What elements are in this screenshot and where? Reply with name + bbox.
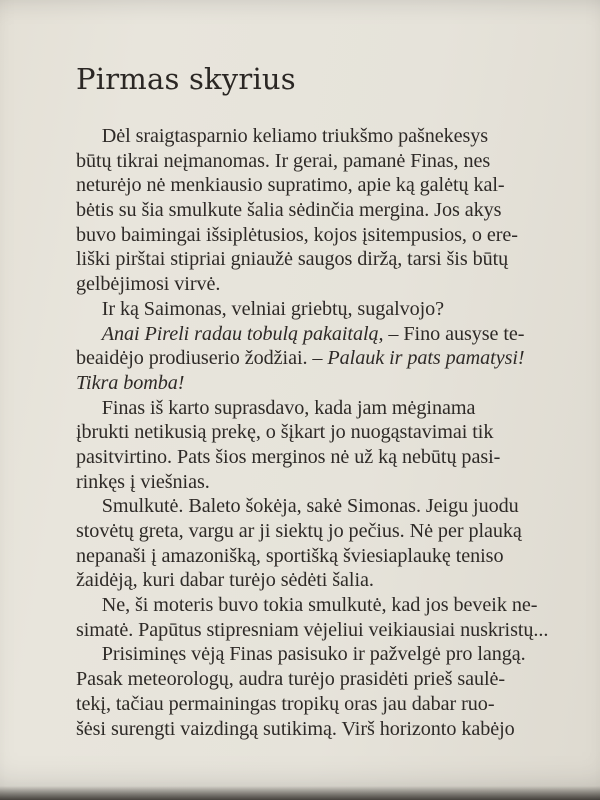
text-line	[76, 568, 596, 593]
text-segment: neturėjo nė menkiausio supratimo, apie ką galėtų kal-	[76, 174, 505, 197]
text-segment: šėsi surengti vaizdingą sutikimą. Virš horizonto kabėjo	[76, 717, 515, 740]
text-segment: buvo baimingai išsiplėtusios, kojos įsitempusios, o ere-	[76, 223, 518, 246]
text-segment: rinkęs į viešnias.	[76, 470, 210, 493]
text-segment: beaidėjo prodiuserio žodžiai. –	[76, 347, 328, 370]
text-segment: – Fino ausyse te-	[383, 322, 525, 345]
text-line	[76, 173, 596, 198]
text-segment: liški pirštai stipriai gniaužė saugos diržą, tarsi šis būtų	[76, 248, 509, 271]
text-segment: gelbėjimosi virvė.	[76, 273, 221, 296]
text-line	[76, 223, 596, 248]
chapter-title: Pirmas skyrius	[76, 62, 296, 96]
italic-text-segment: Tikra bomba!	[76, 371, 185, 394]
text-line	[76, 642, 596, 667]
text-segment: bėtis su šia smulkute šalia sėdinčia mergina. Jos akys	[76, 199, 502, 222]
text-line	[76, 272, 596, 297]
text-segment: pasitvirtino. Pats šios merginos nė už ką nebūtų pasi-	[76, 445, 501, 468]
italic-text-segment: Anai Pireli radau tobulą pakaitalą,	[101, 322, 384, 345]
text-line	[76, 149, 596, 174]
text-segment: Pasak meteorologų, audra turėjo prasidėti prieš saulė-	[76, 668, 506, 691]
text-line	[76, 322, 596, 347]
text-line	[76, 371, 596, 396]
text-line	[76, 519, 596, 544]
text-line	[76, 544, 596, 569]
text-line	[76, 445, 596, 470]
text-line	[76, 198, 596, 223]
text-line	[76, 346, 596, 371]
text-line	[76, 494, 596, 519]
text-line	[76, 593, 596, 618]
text-line	[76, 470, 596, 495]
text-line	[76, 692, 596, 717]
text-segment: Finas iš karto suprasdavo, kada jam mėginama	[101, 396, 476, 419]
page-edge-shadow	[0, 786, 600, 800]
text-line	[76, 717, 596, 742]
chapter-body-text	[76, 124, 600, 741]
text-segment: simatė. Papūtus stipresniam vėjeliui veikiausiai nuskristų...	[76, 618, 549, 641]
text-line	[76, 420, 596, 445]
text-line	[76, 667, 596, 692]
text-segment: būtų tikrai neįmanomas. Ir gerai, pamanė Finas, nes	[76, 149, 491, 172]
text-segment: įbrukti netikusią prekę, o šįkart jo nuogąstavimai tik	[76, 421, 494, 444]
text-line	[76, 618, 596, 643]
text-line	[76, 124, 596, 149]
text-segment: Prisiminęs vėją Finas pasisuko ir pažvelgė pro langą.	[101, 643, 526, 666]
text-segment: Smulkutė. Baleto šokėja, sakė Simonas. Jeigu juodu	[101, 495, 519, 518]
text-line	[76, 396, 596, 421]
text-segment: tekį, tačiau permainingas tropikų oras jau dabar ruo-	[76, 692, 495, 715]
text-line	[76, 297, 596, 322]
text-segment: Ir ką Saimonas, velniai griebtų, sugalvojo?	[101, 297, 445, 320]
text-segment: žaidėją, kuri dabar turėjo sėdėti šalia.	[76, 569, 374, 592]
text-segment: Ne, ši moteris buvo tokia smulkutė, kad jos beveik ne-	[101, 594, 538, 617]
text-segment: stovėtų greta, vargu ar ji siektų jo pečius. Nė per plauką	[76, 520, 522, 542]
italic-text-segment: Palauk ir pats pamatysi!	[327, 347, 525, 370]
text-line	[76, 247, 596, 272]
text-segment: nepanaši į amazonišką, sportišką šviesiaplaukę teniso	[76, 544, 504, 567]
text-segment: Dėl sraigtasparnio keliamo triukšmo pašnekesys	[101, 125, 489, 147]
